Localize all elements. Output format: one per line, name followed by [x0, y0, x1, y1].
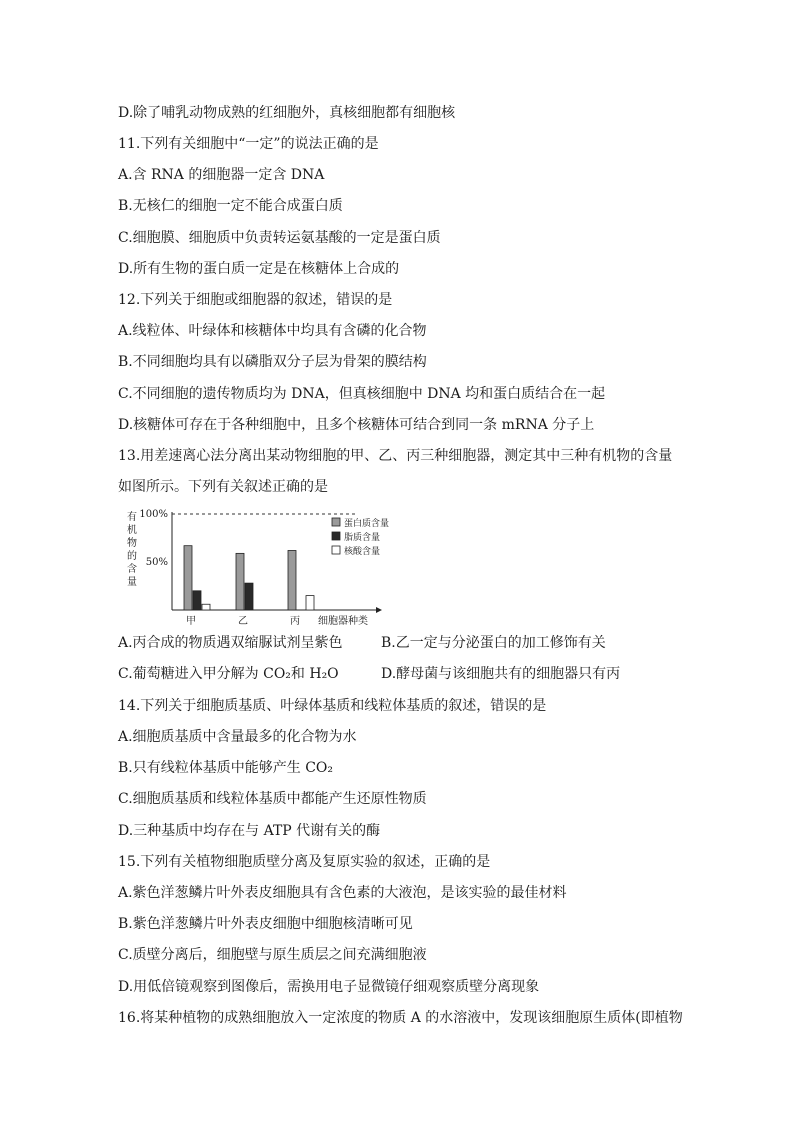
q12-stem: 12.下列关于细胞或细胞器的叙述，错误的是 [118, 292, 393, 308]
bar-乙-脂质含量 [245, 583, 253, 610]
q14-stem: 14.下列关于细胞质基质、叶绿体基质和线粒体基质的叙述，错误的是 [118, 698, 547, 714]
x-axis-label: 细胞器种类 [318, 616, 368, 627]
category-label: 甲 [186, 616, 196, 627]
q13-option-b: B.乙一定与分泌蛋白的加工修饰有关 [381, 635, 606, 651]
y-tick-100: 100% [139, 509, 168, 520]
q14-option-b: B.只有线粒体基质中能够产生 CO₂ [118, 760, 333, 776]
legend-swatch [332, 532, 340, 540]
q11-option-a: A.含 RNA 的细胞器一定含 DNA [118, 167, 325, 183]
q14-option-a: A.细胞质基质中含量最多的化合物为水 [118, 729, 357, 745]
q13-option-c: C.葡萄糖进入甲分解为 CO₂和 H₂O [118, 666, 339, 682]
q16-stem: 16.将某种植物的成熟细胞放入一定浓度的物质 A 的水溶液中，发现该细胞原生质体(即植物 [118, 1010, 683, 1026]
category-label: 乙 [238, 616, 248, 627]
q11-option-d: D.所有生物的蛋白质一定是在核糖体上合成的 [118, 261, 400, 277]
q13-option-a: A.丙合成的物质遇双缩脲试剂呈紫色 [118, 635, 343, 651]
bar-乙-蛋白质含量 [236, 553, 244, 610]
q12-option-d: D.核糖体可存在于各种细胞中，且多个核糖体可结合到同一条 mRNA 分子上 [118, 417, 595, 433]
q11-option-c: C.细胞膜、细胞质中负责转运氨基酸的一定是蛋白质 [118, 230, 441, 246]
x-axis-arrow [376, 607, 382, 613]
q15-option-c: C.质壁分离后，细胞壁与原生质层之间充满细胞液 [118, 947, 427, 963]
organelle-composition-chart [118, 500, 398, 630]
legend-label: 核酸含量 [344, 547, 381, 557]
bar-甲-脂质含量 [193, 591, 201, 610]
q12-option-b: B.不同细胞均具有以磷脂双分子层为骨架的膜结构 [118, 354, 427, 370]
y-tick-50: 50% [145, 557, 168, 568]
bar-甲-核酸含量 [202, 604, 210, 610]
q12-option-a: A.线粒体、叶绿体和核糖体中均具有含磷的化合物 [118, 323, 427, 339]
q12-option-c: C.不同细胞的遗传物质均为 DNA，但真核细胞中 DNA 均和蛋白质结合在一起 [118, 386, 606, 402]
category-label: 丙 [290, 616, 300, 627]
q10-option-d: D.除了哺乳动物成熟的红细胞外，真核细胞都有细胞核 [118, 105, 456, 121]
q15-option-b: B.紫色洋葱鳞片叶外表皮细胞中细胞核清晰可见 [118, 916, 413, 932]
q15-option-d: D.用低倍镜观察到图像后，需换用电子显微镜仔细观察质壁分离现象 [118, 979, 540, 995]
q13-stem-line1: 13.用差速离心法分离出某动物细胞的甲、乙、丙三种细胞器，测定其中三种有机物的含量 [118, 448, 673, 464]
legend-swatch [332, 518, 340, 526]
legend [332, 517, 389, 557]
legend-label: 蛋白质含量 [344, 519, 390, 529]
q14-option-c: C.细胞质基质和线粒体基质中都能产生还原性物质 [118, 791, 427, 807]
bar-甲-蛋白质含量 [184, 546, 192, 610]
legend-label: 脂质含量 [344, 533, 381, 543]
q14-option-d: D.三种基质中均存在与 ATP 代谢有关的酶 [118, 823, 381, 839]
q15-stem: 15.下列有关植物细胞质壁分离及复原实验的叙述，正确的是 [118, 854, 491, 870]
bar-丙-蛋白质含量 [288, 550, 296, 610]
legend-swatch [332, 546, 340, 554]
category-labels [186, 615, 300, 627]
y-axis-label-text: 有机物的含量 [127, 512, 137, 588]
q15-option-a: A.紫色洋葱鳞片叶外表皮细胞具有含色素的大液泡，是该实验的最佳材料 [118, 885, 567, 901]
q13-stem-line2: 如图所示。下列有关叙述正确的是 [118, 479, 328, 495]
bar-丙-核酸含量 [306, 596, 314, 610]
q11-option-b: B.无核仁的细胞一定不能合成蛋白质 [118, 198, 343, 214]
q13-option-d: D.酵母菌与该细胞共有的细胞器只有丙 [381, 666, 621, 682]
q11-stem: 11.下列有关细胞中“一定”的说法正确的是 [118, 136, 379, 152]
y-axis-label [127, 510, 137, 588]
bars [184, 546, 314, 610]
